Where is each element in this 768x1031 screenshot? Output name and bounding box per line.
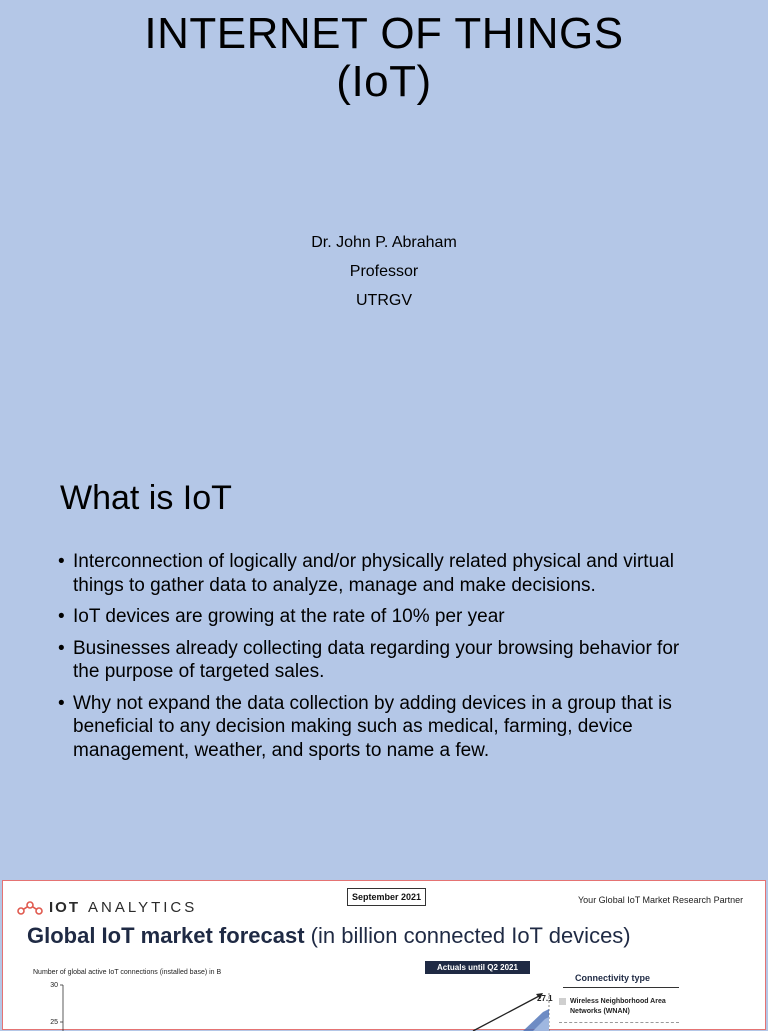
bullet-icon: • xyxy=(58,637,65,659)
chart-plot xyxy=(3,881,767,1031)
y-axis-label: Number of global active IoT connections (installed base) in B xyxy=(33,969,222,976)
slide-heading: What is IoT xyxy=(60,479,232,517)
what-is-iot-slide xyxy=(0,440,768,880)
legend-label: Wireless Neighborhood Area Networks (WNAN) xyxy=(570,998,666,1015)
bullet-text: Interconnection of logically and/or physically related physical and virtual things to gather data to analyze, manage and make decisions. xyxy=(73,551,674,596)
bullet-text: IoT devices are growing at the rate of 10% per year xyxy=(73,606,505,627)
value-label: 27.1 xyxy=(537,994,553,1003)
list-item xyxy=(58,605,708,629)
chart-title-bold: Global IoT market forecast xyxy=(27,923,305,948)
y-tick-label: 25 xyxy=(50,1019,58,1026)
logo-analytics-text: ANALYTICS xyxy=(88,899,198,916)
bullet-text: Why not expand the data collection by adding devices in a group that is beneficial to any decision making such as medical, farming, device management, weather, and sports to name a few. xyxy=(73,692,672,761)
list-item xyxy=(58,550,708,597)
bullet-icon: • xyxy=(58,551,65,572)
date-badge: September 2021 xyxy=(347,888,426,906)
list-item xyxy=(58,692,708,763)
title-line-2: (IoT) xyxy=(336,57,432,106)
logo-iot-text: IOT xyxy=(49,899,80,916)
list-item xyxy=(58,637,708,684)
chart-title-rest: (in billion connected IoT devices) xyxy=(304,923,631,948)
legend-title: Connectivity type xyxy=(575,973,651,983)
slide-title xyxy=(0,10,768,106)
bullet-icon: • xyxy=(58,692,65,714)
bullet-icon: • xyxy=(58,606,65,627)
partner-tagline: Your Global IoT Market Research Partner xyxy=(578,895,744,905)
author-institution: UTRGV xyxy=(356,292,412,309)
title-slide xyxy=(0,0,768,440)
bullet-list xyxy=(58,550,708,770)
title-line-1: INTERNET OF THINGS xyxy=(144,9,624,58)
subtitle-block xyxy=(0,228,768,315)
y-tick-label: 30 xyxy=(50,982,58,989)
author-name: Dr. John P. Abraham xyxy=(311,234,457,251)
iot-forecast-image xyxy=(2,880,766,1030)
author-role: Professor xyxy=(349,263,419,280)
bullet-text: Businesses already collecting data regarding your browsing behavior for the purpose of targeted sales. xyxy=(73,637,680,682)
actuals-badge: Actuals until Q2 2021 xyxy=(425,961,530,974)
